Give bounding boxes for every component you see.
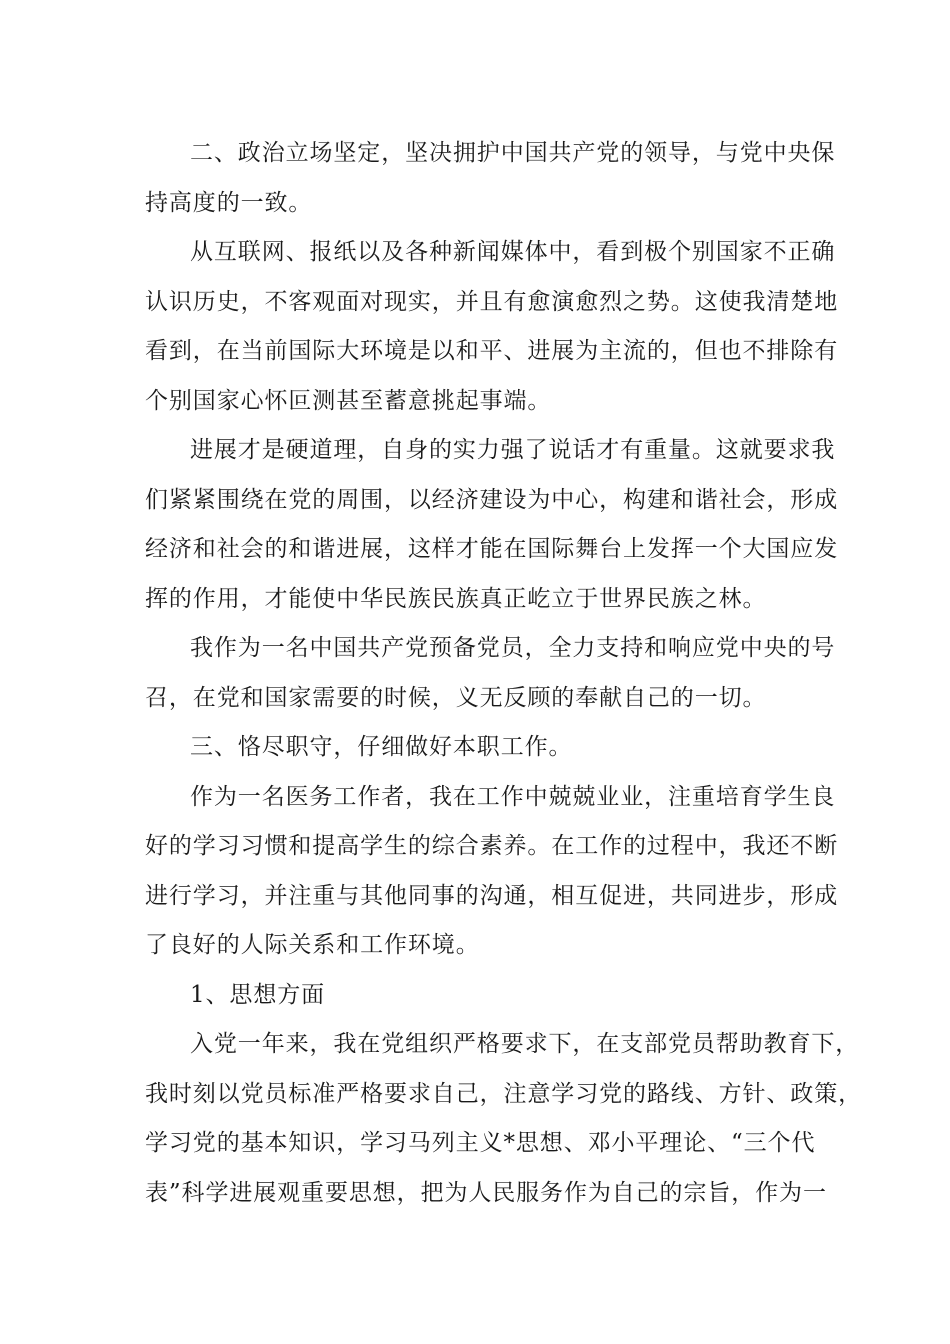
text-line: 召，在党和国家需要的时候，义无反顾的奉献自己的一切。 xyxy=(145,685,767,711)
text-line: 们紧紧围绕在党的周围，以经济建设为中心，构建和谐社会，形成 xyxy=(145,487,839,513)
text-line: 1、思想方面 xyxy=(190,982,326,1008)
text-line: 从互联网、报纸以及各种新闻媒体中，看到极个别国家不正确 xyxy=(190,239,836,265)
text-line: 挥的作用，才能使中华民族民族真正屹立于世界民族之林。 xyxy=(145,586,767,612)
text-line: 好的学习习惯和提高学生的综合素养。在工作的过程中，我还不断 xyxy=(145,833,839,859)
text-line: 进展才是硬道理，自身的实力强了说话才有重量。这就要求我 xyxy=(190,437,836,463)
text-line: 持高度的一致。 xyxy=(145,190,313,216)
text-line: 表”科学进展观重要思想，把为人民服务作为自己的宗旨，作为一 xyxy=(145,1180,827,1206)
text-line: 个别国家心怀叵测甚至蓄意挑起事端。 xyxy=(145,388,552,414)
text-line: 认识历史，不客观面对现实，并且有愈演愈烈之势。这使我清楚地 xyxy=(145,289,839,315)
text-line: 我时刻以党员标准严格要求自己，注意学习党的路线、方针、政策， xyxy=(145,1081,862,1107)
text-line: 我作为一名中国共产党预备党员，全力支持和响应党中央的号 xyxy=(190,635,836,661)
text-line: 经济和社会的和谐进展，这样才能在国际舞台上发挥一个大国应发 xyxy=(145,536,839,562)
text-line: 学习党的基本知识，学习马列主义*思想、邓小平理论、“三个代 xyxy=(145,1130,816,1156)
text-line: 了良好的人际关系和工作环境。 xyxy=(145,932,480,958)
text-line: 三、恪尽职守，仔细做好本职工作。 xyxy=(190,734,573,760)
text-line: 作为一名医务工作者，我在工作中兢兢业业，注重培育学生良 xyxy=(190,784,836,810)
text-line: 入党一年来，我在党组织严格要求下，在支部党员帮助教育下， xyxy=(190,1031,860,1057)
text-line: 看到，在当前国际大环境是以和平、进展为主流的，但也不排除有 xyxy=(145,338,839,364)
text-line: 进行学习，并注重与其他同事的沟通，相互促进，共同进步，形成 xyxy=(145,883,839,909)
text-line: 二、政治立场坚定，坚决拥护中国共产党的领导，与党中央保 xyxy=(190,140,836,166)
